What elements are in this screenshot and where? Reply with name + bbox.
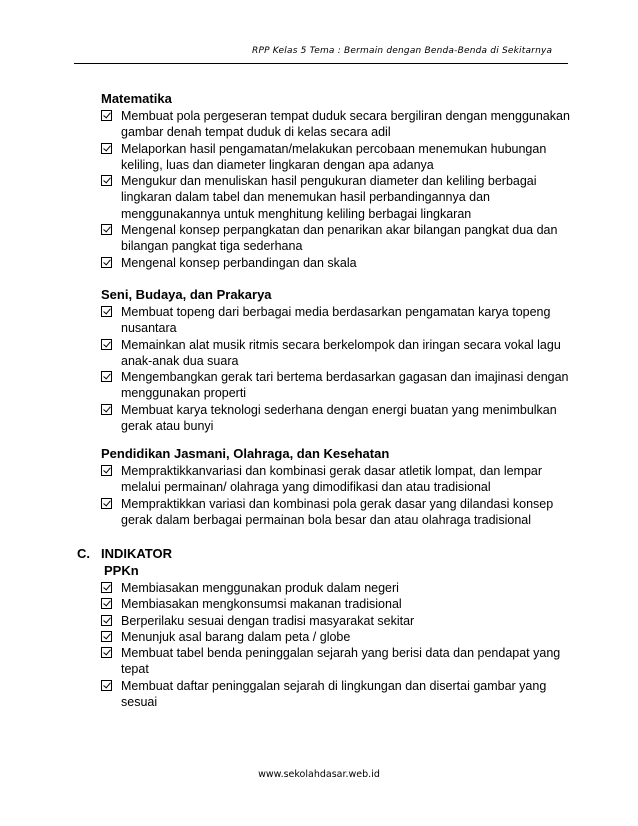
checkbox-icon xyxy=(101,306,112,317)
checkbox-icon xyxy=(101,598,112,609)
checkbox-icon xyxy=(101,631,112,642)
section-sbdp xyxy=(101,287,571,434)
list-item: Mengenal konsep perbandingan dan skala xyxy=(101,255,571,271)
list-item: Melaporkan hasil pengamatan/melakukan percobaan menemukan hubungan keliling, luas dan diameter lingkaran dengan apa adanya xyxy=(101,141,571,174)
section-matematika xyxy=(101,91,571,271)
list-item: Mengukur dan menuliskan hasil pengukuran diameter dan keliling berbagai lingkaran dalam tabel dan menemukan hasil perbandingannya dan menggunakannya untuk menghitung keliling berbagai lingkaran xyxy=(101,173,571,222)
list-item: Membuat daftar peninggalan sejarah di lingkungan dan disertai gambar yang sesuai xyxy=(101,678,571,711)
list-item: Membuat tabel benda peninggalan sejarah yang berisi data dan pendapat yang tepat xyxy=(101,645,571,678)
list-item: Membuat pola pergeseran tempat duduk secara bergiliran dengan menggunakan gambar denah tempat duduk di kelas secara adil xyxy=(101,108,571,141)
list-item: Mempraktikkanvariasi dan kombinasi gerak dasar atletik lompat, dan lempar melalui permainan/ olahraga yang dimodifikasi dan atau tradisional xyxy=(101,463,571,496)
page-footer: www.sekolahdasar.web.id xyxy=(258,769,380,780)
checkbox-icon xyxy=(101,371,112,382)
list-item: Mempraktikkan variasi dan kombinasi pola gerak dasar yang dilandasi konsep gerak dalam berbagai permainan bola besar dan atau olahraga tradisional xyxy=(101,496,571,529)
section-letter: C. xyxy=(77,546,90,561)
list-item: Mengembangkan gerak tari bertema berdasarkan gagasan dan imajinasi dengan menggunakan properti xyxy=(101,369,571,402)
header-divider xyxy=(74,63,568,64)
checkbox-icon xyxy=(101,257,112,268)
section-title: PPKn xyxy=(104,563,139,578)
checkbox-icon xyxy=(101,175,112,186)
checkbox-icon xyxy=(101,498,112,509)
list-item: Membuat karya teknologi sederhana dengan energi buatan yang menimbulkan gerak atau bunyi xyxy=(101,402,571,435)
list-item: Membuat topeng dari berbagai media berdasarkan pengamatan karya topeng nusantara xyxy=(101,304,571,337)
indikator-title: INDIKATOR xyxy=(101,546,173,561)
section-ppkn xyxy=(101,563,571,710)
list-item: Berperilaku sesuai dengan tradisi masyarakat sekitar xyxy=(101,613,571,629)
list-item: Mengenal konsep perpangkatan dan penarikan akar bilangan pangkat dua dan bilangan pangkat tiga sederhana xyxy=(101,222,571,255)
section-title: Pendidikan Jasmani, Olahraga, dan Kesehatan xyxy=(101,446,390,461)
list-item: Menunjuk asal barang dalam peta / globe xyxy=(101,629,571,645)
section-pjok xyxy=(101,446,571,528)
list-item: Membiasakan mengkonsumsi makanan tradisional xyxy=(101,596,571,612)
list-item: Memainkan alat musik ritmis secara berkelompok dan iringan secara vokal lagu anak-anak dua suara xyxy=(101,337,571,370)
checkbox-icon xyxy=(101,582,112,593)
checkbox-icon xyxy=(101,110,112,121)
page-header: RPP Kelas 5 Tema : Bermain dengan Benda-Benda di Sekitarnya xyxy=(252,46,553,56)
checkbox-icon xyxy=(101,465,112,476)
checkbox-icon xyxy=(101,680,112,691)
checkbox-icon xyxy=(101,647,112,658)
checkbox-icon xyxy=(101,615,112,626)
indikator-heading xyxy=(77,546,172,562)
section-title: Seni, Budaya, dan Prakarya xyxy=(101,287,272,302)
checkbox-icon xyxy=(101,404,112,415)
checkbox-icon xyxy=(101,143,112,154)
section-title: Matematika xyxy=(101,91,172,106)
list-item: Membiasakan menggunakan produk dalam negeri xyxy=(101,580,571,596)
checkbox-icon xyxy=(101,339,112,350)
checkbox-icon xyxy=(101,224,112,235)
